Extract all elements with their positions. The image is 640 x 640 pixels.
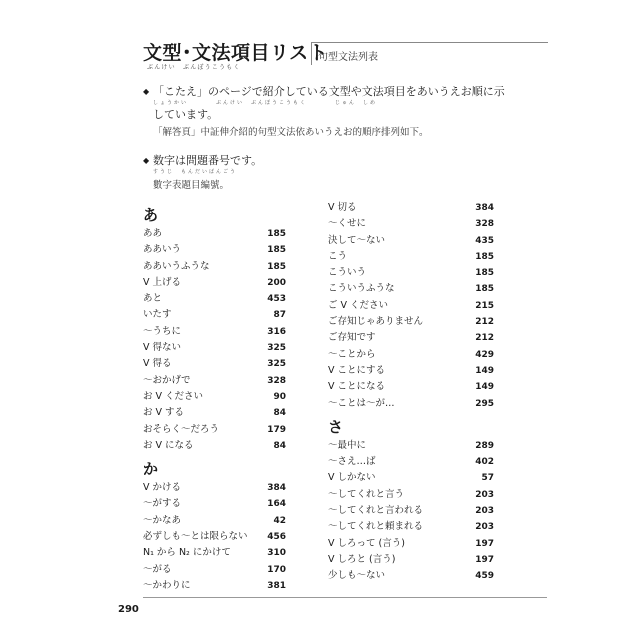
entry-expression: V しろと (言う) <box>328 553 396 565</box>
footer-divider <box>143 597 547 598</box>
entry-question-number: 295 <box>475 398 494 409</box>
entry-expression: こういう <box>328 267 367 279</box>
page-subtitle: 句型文法列表 <box>318 52 378 63</box>
note-numbers <box>143 153 503 194</box>
index-entry <box>143 438 286 454</box>
entry-question-number: 42 <box>273 515 286 526</box>
index-entry <box>143 405 286 421</box>
index-entry <box>328 396 494 412</box>
entry-question-number: 149 <box>475 365 494 376</box>
page-title: 文型･文法項目リスト <box>143 42 329 64</box>
entry-expression: お V ください <box>143 390 204 402</box>
index-entry <box>328 216 494 232</box>
entry-expression: 〜がる <box>143 563 172 575</box>
entry-question-number: 84 <box>273 440 286 451</box>
title-ruby: ぶんけい ぶんぽうこうもく <box>147 64 241 71</box>
entry-question-number: 289 <box>475 440 494 451</box>
entry-question-number: 381 <box>267 580 286 591</box>
index-entry <box>143 513 286 529</box>
index-entry <box>143 578 286 594</box>
entry-question-number: 456 <box>267 532 286 543</box>
intro-notes <box>143 84 503 206</box>
entry-question-number: 200 <box>267 277 286 288</box>
entry-question-number: 149 <box>475 382 494 393</box>
entry-expression: V かける <box>143 482 182 494</box>
index-entry <box>328 552 494 568</box>
entry-expression: ああ <box>143 228 163 239</box>
entry-question-number: 402 <box>475 457 494 468</box>
index-entry <box>328 536 494 552</box>
entry-expression: 〜くせに <box>328 218 367 230</box>
entry-expression: ああいうふうな <box>143 260 210 272</box>
section-heading: あ <box>143 206 159 224</box>
entry-expression: V 上げる <box>143 276 182 288</box>
index-entry <box>328 265 494 281</box>
note-numbers-line1: ◆ 数字は問題番号です。 <box>143 153 503 169</box>
entry-question-number: 325 <box>267 359 286 370</box>
entry-expression: 〜してくれと頼まれる <box>328 521 424 533</box>
entry-expression: V 切る <box>328 202 357 213</box>
index-entry <box>328 363 494 379</box>
entry-expression: 必ずしも〜とは限らない <box>143 531 248 543</box>
index-entry <box>143 545 286 561</box>
entry-question-number: 212 <box>475 317 494 328</box>
page-header <box>143 38 547 72</box>
entry-expression: ご存知です <box>328 332 376 344</box>
index-entry <box>143 324 286 340</box>
index-entry <box>328 298 494 314</box>
entry-question-number: 57 <box>481 473 494 484</box>
entry-question-number: 429 <box>475 349 494 360</box>
entry-expression: 〜うちに <box>143 325 182 337</box>
index-entry <box>143 422 286 438</box>
index-entry <box>143 389 286 405</box>
entry-question-number: 384 <box>267 483 286 494</box>
index-entry <box>328 519 494 535</box>
entry-expression: 決して〜ない <box>328 234 386 246</box>
entry-expression: V ことにする <box>328 364 386 376</box>
entry-question-number: 185 <box>267 261 286 272</box>
entry-question-number: 215 <box>475 300 494 311</box>
note-order-ruby: しょうかい ぶんけい ぶんぽうこうもく じゅん しめ <box>153 100 378 106</box>
subtitle-box <box>311 42 548 65</box>
index-entry <box>143 259 286 275</box>
entry-question-number: 185 <box>267 245 286 256</box>
entry-expression: 〜さえ…ば <box>328 456 376 468</box>
entry-question-number: 203 <box>475 506 494 517</box>
note-order-line1: ◆ 「こたえ」のページで紹介している文型や文法項目をあいうえお順に示 <box>143 84 503 100</box>
index-entry <box>143 529 286 545</box>
index-entry <box>143 373 286 389</box>
index-entry <box>328 454 494 470</box>
index-entry <box>143 356 286 372</box>
index-entry <box>143 340 286 356</box>
page-number: 290 <box>118 604 139 615</box>
section-heading: か <box>143 460 159 479</box>
entry-question-number: 384 <box>475 203 494 213</box>
entry-question-number: 185 <box>475 251 494 262</box>
entry-question-number: 84 <box>273 408 286 419</box>
index-entry <box>328 249 494 265</box>
entry-expression: あと <box>143 293 163 305</box>
entry-question-number: 212 <box>475 333 494 344</box>
entry-expression: V ことになる <box>328 381 386 393</box>
note-order-line2: しています。 <box>153 108 219 121</box>
index-entry <box>328 470 494 486</box>
index-entry <box>328 330 494 346</box>
entry-question-number: 90 <box>273 391 286 402</box>
note-order <box>143 84 503 141</box>
entry-expression: ご V ください <box>328 299 389 311</box>
entry-expression: V 得る <box>143 358 172 370</box>
index-entry <box>328 438 494 454</box>
index-entry <box>143 496 286 512</box>
index-entry <box>328 568 494 584</box>
entry-expression: 〜おかげで <box>143 374 191 386</box>
entry-expression: 〜してくれと言う <box>328 488 405 500</box>
entry-expression: こう <box>328 250 348 262</box>
entry-question-number: 325 <box>267 343 286 354</box>
entry-question-number: 203 <box>475 522 494 533</box>
entry-question-number: 170 <box>267 564 286 575</box>
entry-question-number: 459 <box>475 571 494 582</box>
entry-expression: ああいう <box>143 244 182 256</box>
entry-expression: V しろって (言う) <box>328 537 405 549</box>
note-numbers-translation: 數字表題目編號。 <box>153 180 230 191</box>
index-column-left <box>143 200 286 594</box>
index-entry <box>143 226 286 242</box>
note-numbers-ruby: すうじ もんだいばんごう <box>153 169 238 175</box>
index-entry <box>143 480 286 496</box>
note-order-translation: 「解答頁」中証伸介紹的句型文法依あいうえお的順序排列如下。 <box>153 127 429 138</box>
entry-question-number: 185 <box>475 284 494 295</box>
entry-expression: お V する <box>143 407 185 419</box>
entry-expression: おそらく〜だろう <box>143 423 220 435</box>
index-entry <box>328 281 494 297</box>
index-column-right <box>328 200 494 585</box>
entry-question-number: 435 <box>475 235 494 246</box>
entry-question-number: 197 <box>475 538 494 549</box>
index-entry <box>328 503 494 519</box>
entry-question-number: 179 <box>267 424 286 435</box>
entry-expression: こういうふうな <box>328 283 395 295</box>
entry-question-number: 310 <box>267 548 286 559</box>
index-entry <box>143 242 286 258</box>
entry-question-number: 453 <box>267 294 286 305</box>
entry-expression: V しかない <box>328 472 376 484</box>
entry-question-number: 316 <box>267 326 286 337</box>
index-entry <box>328 200 494 216</box>
index-entry <box>328 379 494 395</box>
entry-expression: V 得ない <box>143 342 182 354</box>
entry-expression: 〜してくれと言われる <box>328 505 424 517</box>
entry-expression: 少しも〜ない <box>328 570 386 582</box>
entry-expression: 〜最中に <box>328 439 367 451</box>
index-entry <box>328 233 494 249</box>
entry-question-number: 164 <box>267 499 286 510</box>
index-entry <box>143 275 286 291</box>
entry-expression: 〜かなあ <box>143 514 182 526</box>
entry-question-number: 185 <box>267 229 286 239</box>
entry-expression: いたす <box>143 309 172 321</box>
entry-expression: 〜ことから <box>328 348 376 360</box>
entry-expression: お V になる <box>143 439 194 451</box>
entry-expression: ご存知じゃありません <box>328 316 424 328</box>
entry-expression: 〜がする <box>143 498 182 510</box>
entry-expression: 〜ことは〜が… <box>328 397 395 409</box>
entry-question-number: 328 <box>267 375 286 386</box>
entry-question-number: 87 <box>273 310 286 321</box>
entry-question-number: 203 <box>475 489 494 500</box>
entry-expression: N₁ から N₂ にかけて <box>143 547 231 559</box>
entry-question-number: 328 <box>475 219 494 230</box>
entry-question-number: 197 <box>475 554 494 565</box>
index-entry <box>328 487 494 503</box>
index-entry <box>328 314 494 330</box>
entry-expression: 〜かわりに <box>143 579 191 591</box>
index-entry <box>143 562 286 578</box>
entry-question-number: 185 <box>475 268 494 279</box>
index-entry <box>143 291 286 307</box>
index-entry <box>328 347 494 363</box>
section-heading: さ <box>328 417 344 436</box>
index-entry <box>143 307 286 323</box>
